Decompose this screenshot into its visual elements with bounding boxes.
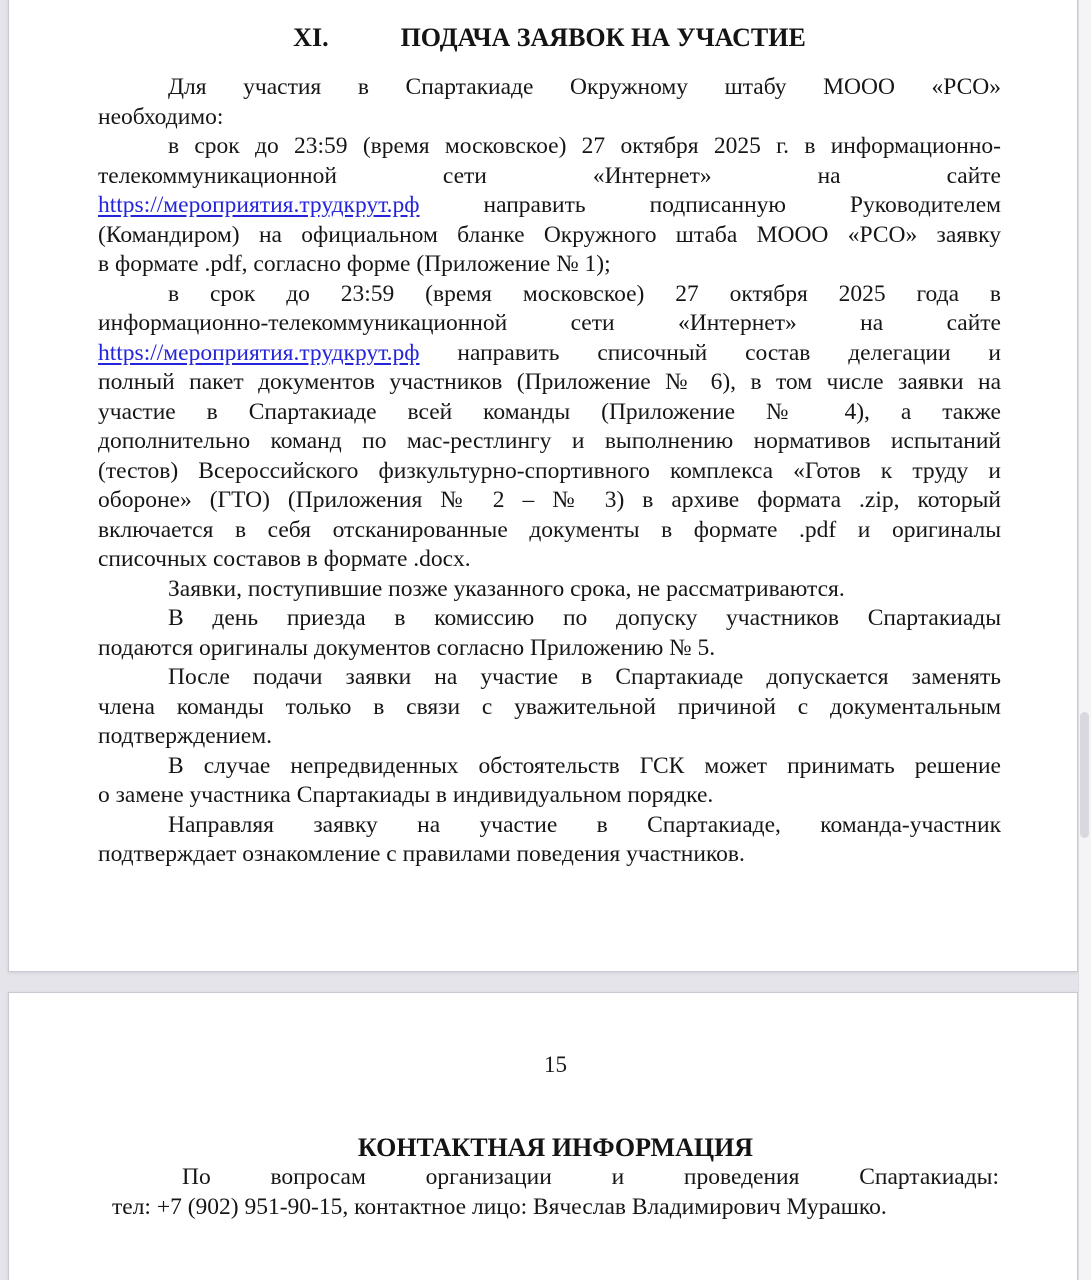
text-run: тел: +7 (902) 951-90-15, контактное лицо: Вячеслав Владимирович Мурашко. [112, 1193, 887, 1220]
text-run: (тестов) Всероссийского физкультурно-спортивного комплекса «Готов к труду и [98, 457, 1001, 484]
page-number: 15 [544, 1052, 567, 1077]
section-heading [98, 23, 1001, 53]
text-run: подаются оригиналы документов согласно Приложению № 5. [98, 634, 716, 661]
text-run: телекоммуникационной сети «Интернет» на сайте [98, 162, 1001, 189]
text-line [98, 693, 1001, 723]
page-2-body [112, 1163, 999, 1222]
text-run: дополнительно команд по мас-рестлингу и выполнению нормативов испытаний [98, 428, 1001, 454]
text-line [98, 811, 1001, 841]
text-run: По вопросам организации и проведения Спартакиады: [182, 1164, 999, 1190]
page-1-content [9, 0, 1077, 870]
text-line [98, 575, 1001, 605]
text-line [98, 663, 1001, 693]
contact-heading: КОНТАКТНАЯ ИНФОРМАЦИЯ [357, 1133, 754, 1162]
page-1-body [98, 73, 1001, 870]
text-line [98, 250, 1001, 280]
document-link[interactable]: https://мероприятия.трудкрут.рф [98, 339, 420, 366]
page-2 [8, 992, 1078, 1280]
text-run: (Командиром) на официальном бланке Окружного штаба МООО «РСО» заявку [98, 221, 1001, 248]
text-line [98, 722, 1001, 752]
text-run: Для участия в Спартакиаде Окружному штабу МООО «РСО» [168, 74, 1001, 100]
text-run: информационно-телекоммуникационной сети «Интернет» на сайте [98, 310, 1001, 336]
text-run: полный пакет документов участников (Приложение № 6), в том числе заявки на [98, 369, 1001, 395]
text-line [98, 486, 1001, 516]
text-run: В случае непредвиденных обстоятельств ГСК может принимать решение [168, 752, 1001, 779]
text-run: о замене участника Спартакиады в индивидуальном порядке. [98, 782, 714, 808]
scrollbar-thumb[interactable] [1080, 712, 1089, 838]
text-line [98, 162, 1001, 192]
text-run: члена команды только в связи с уважительной причиной с документальным [98, 693, 1001, 720]
text-run: Заявки, поступившие позже указанного срока, не рассматриваются. [168, 575, 845, 602]
text-run: Направляя заявку на участие в Спартакиаде, команда-участник [168, 811, 1001, 838]
text-line [98, 427, 1001, 457]
text-line [98, 309, 1001, 339]
text-line [98, 132, 1001, 162]
text-line [98, 781, 1001, 811]
text-line [98, 280, 1001, 310]
text-run: подтверждением. [98, 723, 272, 749]
text-line [98, 634, 1001, 664]
text-line [98, 191, 1001, 221]
text-run: подтверждает ознакомление с правилами поведения участников. [98, 841, 745, 867]
text-line [112, 1163, 999, 1193]
text-line [98, 339, 1001, 369]
text-run: обороне» (ГТО) (Приложения № 2 – № 3) в архиве формата .zip, который [98, 487, 1001, 513]
text-run: необходимо: [98, 103, 224, 130]
page-gap [0, 972, 1080, 992]
section-title: ПОДАЧА ЗАЯВОК НА УЧАСТИЕ [400, 23, 806, 52]
document-link[interactable]: https://мероприятия.трудкрут.рф [98, 192, 420, 218]
text-run: в срок до 23:59 (время московское) 27 октября 2025 года в [168, 280, 1001, 307]
section-number: XI. [293, 23, 329, 52]
text-run: В день приезда в комиссию по допуску участников Спартакиады [168, 605, 1001, 631]
text-line [98, 221, 1001, 251]
text-line [98, 103, 1001, 133]
text-line [98, 398, 1001, 428]
scrollbar-track[interactable] [1078, 0, 1091, 1280]
text-line [98, 73, 1001, 103]
text-run: участие в Спартакиаде всей команды (Приложение № 4), а также [98, 398, 1001, 425]
text-line [98, 752, 1001, 782]
text-run: направить подписанную Руководителем [419, 192, 1001, 218]
text-line [98, 516, 1001, 546]
text-run: После подачи заявки на участие в Спартакиаде допускается заменять [168, 664, 1001, 690]
text-line [112, 1193, 999, 1223]
text-run: списочных составов в формате .docx. [98, 546, 471, 572]
page-1 [8, 0, 1078, 972]
text-line [98, 457, 1001, 487]
text-line [98, 840, 1001, 870]
text-line [98, 604, 1001, 634]
text-run: в срок до 23:59 (время московское) 27 октября 2025 г. в информационно- [168, 133, 1001, 159]
text-line [98, 368, 1001, 398]
text-run: включается в себя отсканированные документы в формате .pdf и оригиналы [98, 516, 1001, 543]
page-2-content [9, 993, 1077, 1222]
text-run: в формате .pdf, согласно форме (Приложение № 1); [98, 251, 611, 277]
text-run: направить списочный состав делегации и [419, 339, 1001, 366]
text-line [98, 545, 1001, 575]
